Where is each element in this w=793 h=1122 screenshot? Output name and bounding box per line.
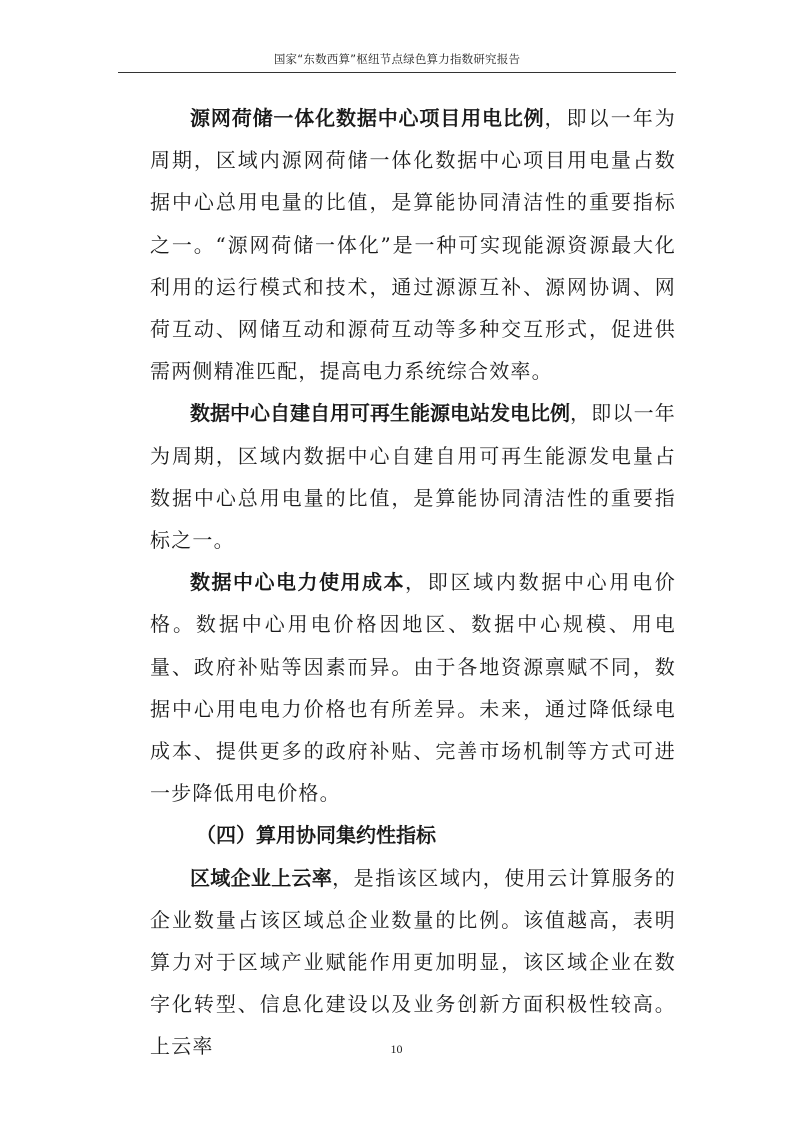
paragraph-text: ，即以一年为周期，区域内数据中心自建自用可再生能源发电量占数据中心总用电量的比值，是算能协同清洁性的重要指标之一。: [150, 401, 676, 553]
section-heading: （四）算用协同集约性指标: [196, 823, 436, 848]
paragraph-cloud-adoption: [150, 857, 676, 1068]
term-source-grid-load-storage: 源网荷储一体化数据中心项目用电比例: [190, 106, 545, 130]
paragraph-text: ，即以一年为周期，区域内源网荷储一体化数据中心项目用电量占数据中心总用电量的比值，是算能协同清洁性的重要指标之一。“源网荷储一体化”是一种可实现能源资源最大化利用的运行模式和技术，通过源源互补、源网协调、网荷互动、网储互动和源荷互动等多种交互形式，促进供需两侧精准匹配，提高电力系统综合效率。: [150, 106, 677, 384]
paragraph-text: ，即区域内数据中心用电价格。数据中心用电价格因地区、数据中心规模、用电量、政府补贴等因素而异。由于各地资源禀赋不同，数据中心用电电力价格也有所差异。未来，通过降低绿电成本、提供更多的政府补贴、完善市场机制等方式可进一步降低用电价格。: [150, 570, 676, 806]
document-body: [150, 97, 676, 1068]
paragraph-self-built-renewable: [150, 392, 676, 561]
paragraph-electricity-cost: [150, 561, 676, 814]
header-divider: [118, 72, 676, 73]
term-cloud-adoption: 区域企业上云率: [190, 865, 333, 890]
term-self-built-renewable: 数据中心自建自用可再生能源电站发电比例: [190, 401, 570, 426]
page-number: 10: [390, 1042, 403, 1056]
running-header: 国家“东数西算”枢纽节点绿色算力指数研究报告: [273, 52, 521, 66]
paragraph-text: ，是指该区域内，使用云计算服务的企业数量占该区域总企业数量的比例。该值越高，表明算力对于区域产业赋能作用更加明显，该区域企业在数字化转型、信息化建设以及业务创新方面积极性较高。上云率: [150, 865, 677, 1059]
term-electricity-cost: 数据中心电力使用成本: [190, 570, 406, 595]
paragraph-source-grid-load-storage: [150, 97, 676, 392]
